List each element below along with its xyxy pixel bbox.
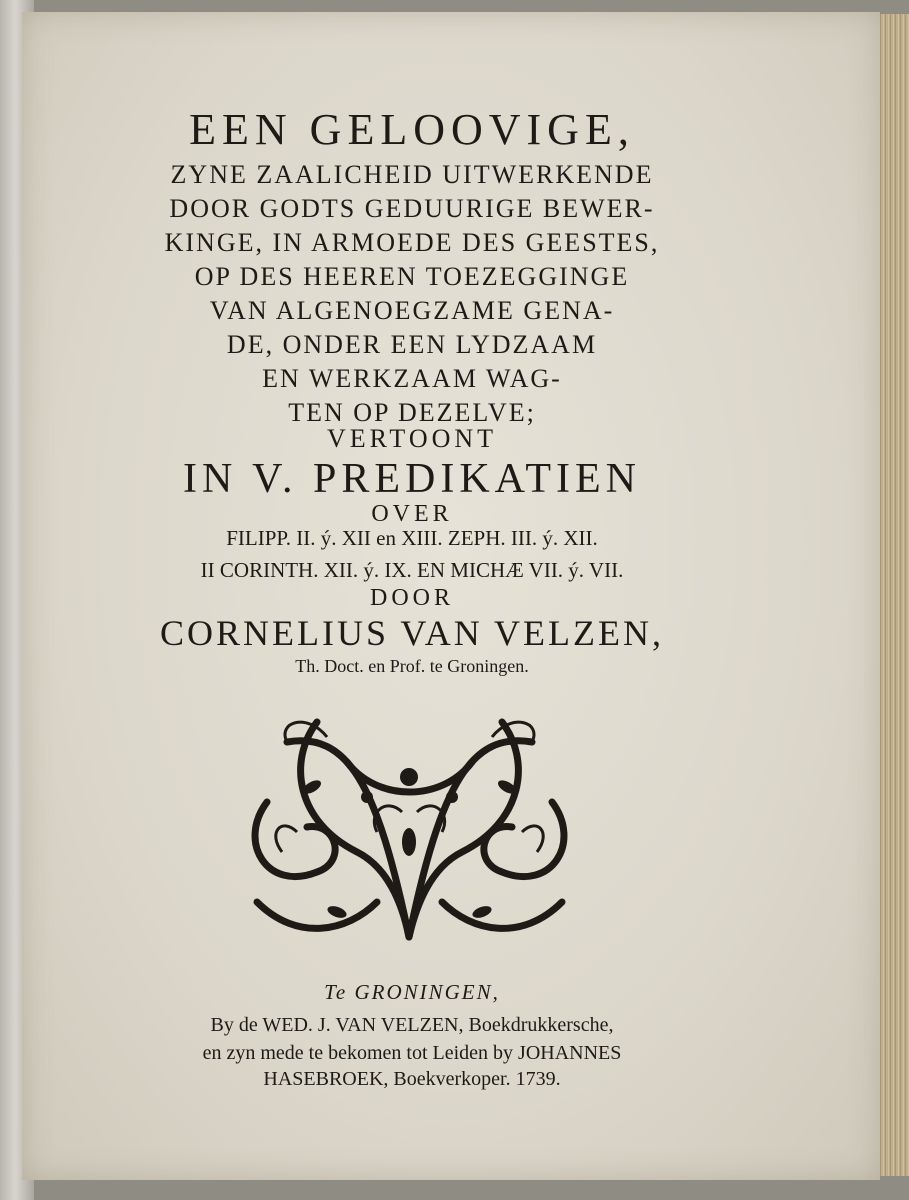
scripture-ref: II CORINTH. XII. ý. IX. EN MICHÆ VII. ý. VII. bbox=[200, 558, 624, 582]
subtitle-line: ZYNE ZAALICHEID UITWERKENDE bbox=[170, 160, 654, 189]
scripture-ref: FILIPP. II. ý. XII en XIII. ZEPH. III. ý. XII. bbox=[226, 526, 598, 550]
imprint-printer: By de WED. J. VAN VELZEN, Boekdrukkersche, bbox=[210, 1014, 614, 1036]
subtitle-line: OP DES HEEREN TOEZEGGINGE bbox=[194, 262, 630, 291]
over-line: OVER bbox=[371, 501, 453, 527]
author-name: CORNELIUS VAN VELZEN, bbox=[159, 613, 665, 653]
imprint-bookseller: HASEBROEK, Boekverkoper. 1739. bbox=[263, 1068, 561, 1090]
subtitle-line: KINGE, IN ARMOEDE DES GEESTES, bbox=[164, 228, 660, 257]
subtitle-line: DE, ONDER EEN LYDZAAM bbox=[226, 330, 598, 359]
page-edges bbox=[877, 14, 909, 1176]
subtitle-line: EN WERKZAAM WAG- bbox=[262, 364, 562, 393]
imprint-place: Te GRONINGEN, bbox=[324, 980, 500, 1004]
subtitle-line: VAN ALGENOEGZAME GENA- bbox=[209, 296, 615, 325]
author-title: Th. Doct. en Prof. te Groningen. bbox=[295, 656, 529, 676]
door-line: DOOR bbox=[369, 585, 454, 611]
book-title: EEN GELOOVIGE, bbox=[189, 105, 635, 154]
floral-monogram-ornament-icon bbox=[227, 702, 592, 957]
imprint-also: en zyn mede te bekomen tot Leiden by JOHANNES bbox=[202, 1042, 622, 1064]
main-heading: IN V. PREDIKATIEN bbox=[183, 456, 641, 502]
subtitle-line: DOOR GODTS GEDUURIGE BEWER- bbox=[169, 194, 655, 223]
subtitle-line: TEN OP DEZELVE; bbox=[288, 398, 536, 427]
vertoont-line: VERTOONT bbox=[326, 424, 498, 453]
title-page bbox=[22, 12, 880, 1180]
